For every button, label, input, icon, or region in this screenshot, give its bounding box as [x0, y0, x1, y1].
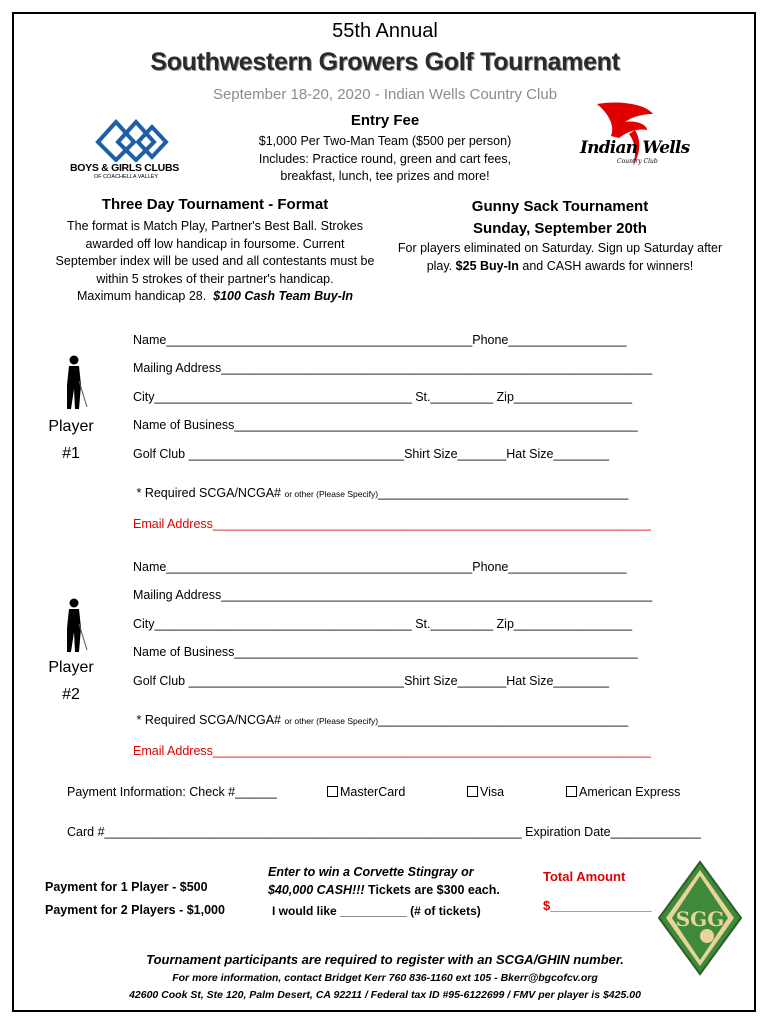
raffle-prize: Enter to win a Corvette Stingray or — [268, 865, 474, 879]
golfer-icon — [55, 598, 95, 654]
entry-fee-line: Includes: Practice round, green and cart fees, — [258, 151, 512, 166]
format-line: September index will be used and all contestants must be — [55, 254, 375, 268]
bgc-hands-icon — [94, 114, 174, 162]
player-1-mailing-address-field[interactable]: Mailing Address______________________________________________________________ — [133, 361, 653, 375]
scga-blank: ____________________________________ — [378, 486, 629, 500]
golfer-icon — [55, 355, 95, 411]
page-title: Southwestern Growers Golf Tournament — [150, 48, 620, 76]
address-tax-info: 42600 Cook St, Ste 120, Palm Desert, CA 92211 / Federal tax ID #95-6122699 / FMV per player is $425.00 — [129, 989, 641, 1001]
check-number-field[interactable]: Payment Information: Check #______ — [67, 785, 277, 799]
format-line: within 5 strokes of their partner's handicap. — [96, 271, 334, 286]
raffle-block — [268, 863, 500, 899]
price-one-player: Payment for 1 Player - $500 — [45, 880, 208, 894]
player-2-email-field[interactable]: Email Address_______________________________________________________________ — [133, 744, 651, 758]
amex-label: American Express — [579, 785, 681, 799]
contact-info: For more information, contact Bridget Kerr 760 836-1160 ext 105 - Bkerr@bgcofcv.org — [172, 972, 598, 984]
player-2-golf-club-sizes-field[interactable]: Golf Club _______________________________Shirt Size_______Hat Size________ — [133, 674, 610, 688]
format-line: The format is Match Play, Partner's Best Ball. Strokes — [66, 219, 363, 233]
total-amount-field[interactable]: $______________ — [543, 898, 652, 913]
scga-blank: ____________________________________ — [378, 713, 629, 727]
player-number: #1 — [62, 445, 80, 462]
max-handicap: Maximum handicap 28. — [76, 289, 207, 303]
price-two-players: Payment for 2 Players - $1,000 — [45, 903, 225, 917]
format-line — [45, 288, 385, 306]
card-number-expiration-field[interactable]: Card #____________________________________________________________ Expiration Date_____________ — [67, 825, 701, 839]
seal-letters: SGG — [675, 907, 725, 931]
player-label-text: Player — [48, 418, 94, 435]
entry-fee-heading: Entry Fee — [350, 112, 420, 129]
gunny-text: play. — [426, 258, 453, 273]
amex-option[interactable] — [566, 785, 680, 799]
player-1-golf-club-sizes-field[interactable]: Golf Club _______________________________Shirt Size_______Hat Size________ — [133, 447, 610, 461]
gunny-sack-text — [390, 240, 730, 275]
raffle-price — [268, 881, 500, 899]
raffle-cash: $40,000 CASH!!! — [268, 883, 365, 897]
gunny-sack-line: For players eliminated on Saturday. Sign up Saturday after — [397, 241, 723, 255]
ticket-quantity-field[interactable]: I would like __________ (# of tickets) — [272, 904, 481, 918]
boys-girls-clubs-logo — [68, 114, 218, 184]
player-2-name-phone-field[interactable]: Name____________________________________________Phone_________________ — [133, 560, 627, 574]
bgc-name: BOYS & GIRLS CLUBS — [70, 162, 179, 174]
mastercard-checkbox[interactable] — [327, 786, 338, 797]
annual-label: 55th Annual — [332, 20, 438, 42]
player-1-email-field[interactable]: Email Address_______________________________________________________________ — [133, 517, 651, 531]
scga-label: * Required SCGA/NCGA# — [136, 713, 281, 727]
player-1-business-field[interactable]: Name of Business__________________________________________________________ — [133, 418, 638, 432]
indian-wells-subtext: Country Club — [617, 158, 658, 165]
format-heading: Three Day Tournament - Format — [101, 196, 329, 213]
total-amount-label: Total Amount — [543, 869, 626, 884]
player-2-label — [36, 654, 106, 708]
player-2-business-field[interactable]: Name of Business__________________________________________________________ — [133, 645, 638, 659]
player-1-name-phone-field[interactable]: Name____________________________________________Phone_________________ — [133, 333, 627, 347]
entry-fee-text — [215, 133, 555, 186]
scga-note: or other (Please Specify) — [284, 716, 379, 726]
amex-checkbox[interactable] — [566, 786, 577, 797]
format-text — [45, 218, 385, 306]
player-number: #2 — [62, 686, 80, 703]
gunny-sack-date: Sunday, September 20th — [473, 220, 647, 237]
date-venue: September 18-20, 2020 - Indian Wells Country Club — [212, 86, 558, 103]
visa-checkbox[interactable] — [467, 786, 478, 797]
player-2-mailing-address-field[interactable]: Mailing Address______________________________________________________________ — [133, 588, 653, 602]
entry-fee-line: breakfast, lunch, tee prizes and more! — [280, 169, 490, 183]
indian-wells-logo — [575, 100, 690, 185]
scga-note: or other (Please Specify) — [284, 489, 379, 499]
mastercard-option[interactable] — [327, 785, 405, 799]
registration-requirement: Tournament participants are required to register with an SCGA/GHIN number. — [146, 952, 624, 967]
player-1-label — [36, 413, 106, 467]
bgc-region: OF COACHELLA VALLEY — [94, 174, 159, 180]
indian-wells-wordmark: Indian Wells — [580, 138, 690, 158]
pricing-block — [45, 876, 225, 922]
player-1-scga-field[interactable] — [133, 486, 628, 500]
player-2-city-state-zip-field[interactable]: City_____________________________________ St._________ Zip_________________ — [133, 617, 633, 631]
scga-label: * Required SCGA/NCGA# — [136, 486, 281, 500]
player-1-city-state-zip-field[interactable]: City_____________________________________ St._________ Zip_________________ — [133, 390, 633, 404]
gunny-text: and CASH awards for winners! — [518, 258, 694, 273]
player-2-scga-field[interactable] — [133, 713, 628, 727]
gunny-sack-line — [390, 258, 730, 276]
gunny-sack-heading — [400, 196, 720, 240]
mastercard-label: MasterCard — [340, 785, 406, 799]
entry-fee-line: $1,000 Per Two-Man Team ($500 per person) — [258, 134, 512, 148]
gunny-buyin: $25 Buy-In — [455, 258, 519, 273]
format-line: awarded off low handicap in foursome. Current — [85, 236, 345, 251]
visa-option[interactable] — [467, 785, 504, 799]
player-label-text: Player — [48, 659, 94, 676]
visa-label: Visa — [480, 785, 505, 799]
gunny-sack-title: Gunny Sack Tournament — [471, 198, 649, 215]
raffle-ticket-price: Tickets are $300 each. — [364, 883, 500, 897]
team-buyin: $100 Cash Team Buy-In — [213, 289, 354, 303]
